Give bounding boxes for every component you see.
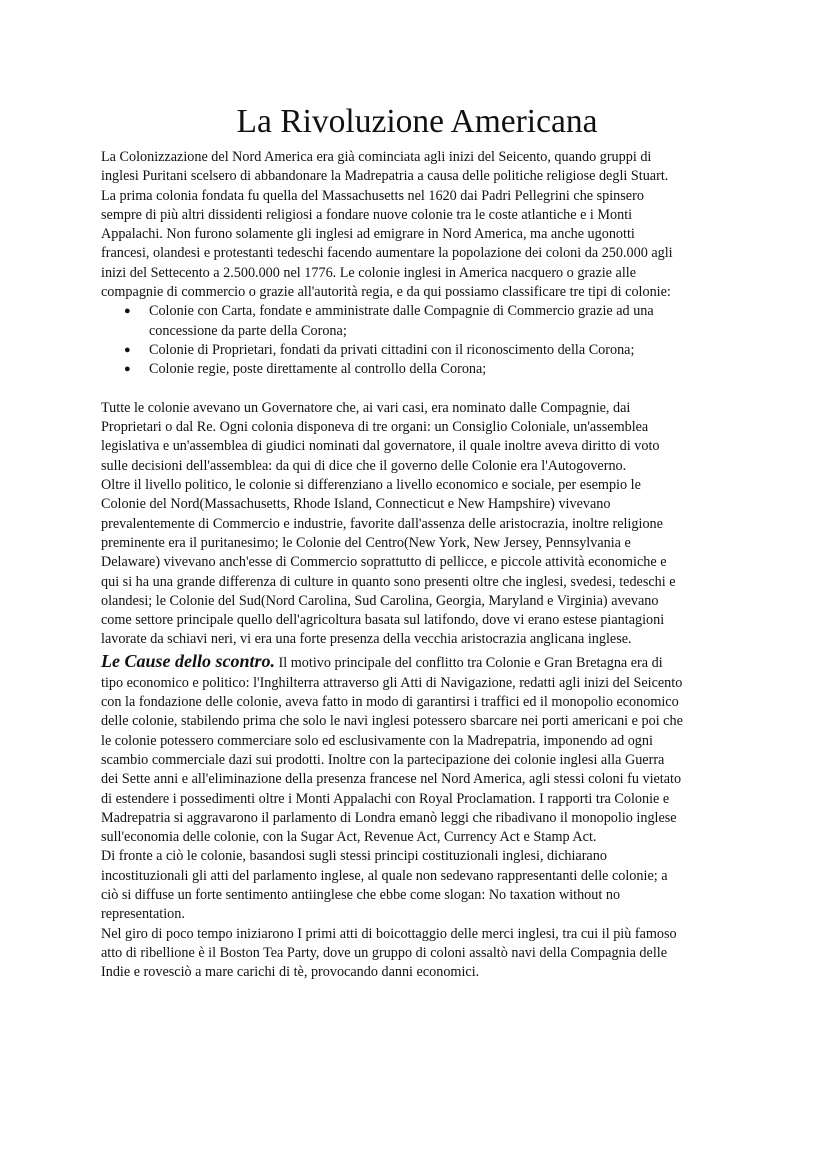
text-line: Colonie con Carta, fondate e amministrate dalle Compagnie di Commercio grazie ad una bbox=[149, 303, 654, 320]
document-page bbox=[101, 102, 733, 982]
text-line: inglesi Puritani scelsero di abbandonare la Madrepatria a causa delle politiche religiose degli Stuart. bbox=[101, 168, 669, 185]
text-line: Proprietari o dal Re. Ogni colonia disponeva di tre organi: un Consiglio Coloniale, un'assemblea bbox=[101, 419, 649, 436]
text-line: dei Sette anni e all'eliminazione della presenza francese nel Nord America, agli stessi coloni fu vietato bbox=[101, 771, 682, 788]
blank-line bbox=[101, 380, 733, 399]
text-line: con la fondazione delle colonie, aveva fatto in modo di garantirsi i traffici ed il monopolio economico bbox=[101, 694, 679, 711]
text-line: di estendere i possedimenti oltre i Monti Appalachi con Royal Proclamation. I rapporti tra Colonie e bbox=[101, 790, 670, 807]
text-line: tipo economico e politico: l'Inghilterra attraverso gli Atti di Navigazione, redatti agli inizi del Seicento bbox=[101, 674, 683, 691]
text-line: atto di ribellione è il Boston Tea Party, dove un gruppo di coloni assaltò navi della Compagnia delle bbox=[101, 944, 667, 961]
text-line: Nel giro di poco tempo iniziarono I primi atti di boicottaggio delle merci inglesi, tra cui il più famoso bbox=[101, 925, 677, 942]
paragraph-intro bbox=[101, 148, 733, 302]
text-line: sulle decisioni dell'assemblea: da qui di dice che il governo delle Colonie era l'Autogoverno. bbox=[101, 457, 627, 474]
text-line: concessione da parte della Corona; bbox=[149, 322, 347, 339]
text-line: Oltre il livello politico, le colonie si differenziano a livello economico e sociale, per esempio le bbox=[101, 477, 641, 494]
text-line: La prima colonia fondata fu quella del Massachusetts nel 1620 dai Padri Pellegrini che spinsero bbox=[101, 187, 644, 204]
text-line: Madrepatria si aggravarono il parlamento di Londra emanò leggi che ribadivano il monopolio inglese bbox=[101, 809, 677, 826]
text-line: Appalachi. Non furono solamente gli inglesi ad emigrare in Nord America, ma anche ugonotti bbox=[101, 226, 635, 243]
text-line: Colonie del Nord(Massachusetts, Rhode Island, Connecticut e New Hampshire) vivevano bbox=[101, 496, 611, 513]
text-line: ciò si diffuse un forte sentimento antiinglese che ebbe come slogan: No taxation without no bbox=[101, 886, 621, 903]
text-line: prevalentemente di Commercio e industrie, favorite dall'assenza delle aristocrazia, inoltre religione bbox=[101, 515, 663, 532]
text-line: delle colonie, stabilendo prima che solo le navi inglesi potessero sbarcare nei porti americani e poi che bbox=[101, 713, 683, 730]
page-title: La Rivoluzione Americana bbox=[236, 103, 598, 140]
paragraph-governance bbox=[101, 399, 733, 650]
text-line: legislativa e un'assemblea di giudici nominati dal governatore, il quale inoltre aveva diritto di voto bbox=[101, 438, 660, 455]
text-line: representation. bbox=[101, 906, 185, 923]
bullet-icon: ● bbox=[124, 363, 131, 376]
text-line: le colonie potessero commerciare solo ed esclusivamente con la Madrepatria, imponendo ad ogni bbox=[101, 732, 653, 749]
list-item bbox=[101, 341, 733, 360]
text-line: francesi, olandesi e protestanti tedeschi facendo aumentare la popolazione dei coloni da 250.000 agli bbox=[101, 245, 673, 262]
text-line: compagnie di commercio o grazie all'autorità regia, e da qui possiamo classificare tre tipi di colonie: bbox=[101, 284, 671, 301]
paragraph-causes bbox=[101, 650, 733, 983]
text-line: La Colonizzazione del Nord America era già cominciata agli inizi del Seicento, quando gruppi di bbox=[101, 149, 652, 165]
text-line: inizi del Settecento a 2.500.000 nel 1776. Le colonie inglesi in America nacquero o grazie alle bbox=[101, 264, 637, 281]
colony-types-list bbox=[101, 302, 733, 379]
text-line: Tutte le colonie avevano un Governatore che, ai vari casi, era nominato dalle Compagnie, dai bbox=[101, 399, 631, 416]
text-line: come settore principale quello dell'agricoltura basata sul latifondo, dove vi erano estese piantagioni bbox=[101, 612, 665, 629]
section-first-line bbox=[101, 650, 733, 674]
list-item bbox=[101, 360, 733, 379]
text-line: Indie e rovesciò a mare carichi di tè, provocando danni economici. bbox=[101, 964, 480, 981]
text-line: Colonie di Proprietari, fondati da privati cittadini con il riconoscimento della Corona; bbox=[149, 341, 635, 358]
text-line: sempre di più altri dissidenti religiosi a fondare nuove colonie tra le coste atlantiche e i Monti bbox=[101, 206, 633, 223]
text-line: preminente era il puritanesimo; le Colonie del Centro(New York, New Jersey, Pennsylvania e bbox=[101, 534, 631, 551]
section-heading: Le Cause dello scontro. bbox=[101, 650, 275, 671]
bullet-icon: ● bbox=[124, 305, 131, 318]
text-line: Di fronte a ciò le colonie, basandosi sugli stessi principi costituzionali inglesi, dichiarano bbox=[101, 848, 607, 865]
text-line: incostituzionali gli atti del parlamento inglese, al quale non sedevano rappresentanti delle colonie; a bbox=[101, 867, 668, 884]
text-line: Colonie regie, poste direttamente al controllo della Corona; bbox=[149, 361, 487, 378]
text-line: sull'economia delle colonie, con la Sugar Act, Revenue Act, Currency Act e Stamp Act. bbox=[101, 829, 597, 846]
text-line: Delaware) vivevano anch'esse di Commercio soprattutto di pellicce, e piccole attività economiche e bbox=[101, 554, 667, 571]
text-line: olandesi; le Colonie del Sud(Nord Carolina, Sud Carolina, Georgia, Maryland e Virginia) avevano bbox=[101, 592, 659, 609]
text-line: qui si ha una grande differenza di culture in quanto sono presenti oltre che inglesi, svedesi, tedeschi e bbox=[101, 573, 676, 590]
bullet-icon: ● bbox=[124, 343, 131, 356]
list-item bbox=[101, 302, 733, 341]
text-line: scambio commerciale dazi sui prodotti. Inoltre con la partecipazione dei colonie inglesi alla Guerra bbox=[101, 751, 665, 768]
text-line: lavorate da schiavi neri, vi era una forte presenza della vecchia aristocrazia anglicana inglese. bbox=[101, 631, 632, 648]
text-run: Il motivo principale del conflitto tra Colonie e Gran Bretagna era di bbox=[275, 654, 663, 671]
